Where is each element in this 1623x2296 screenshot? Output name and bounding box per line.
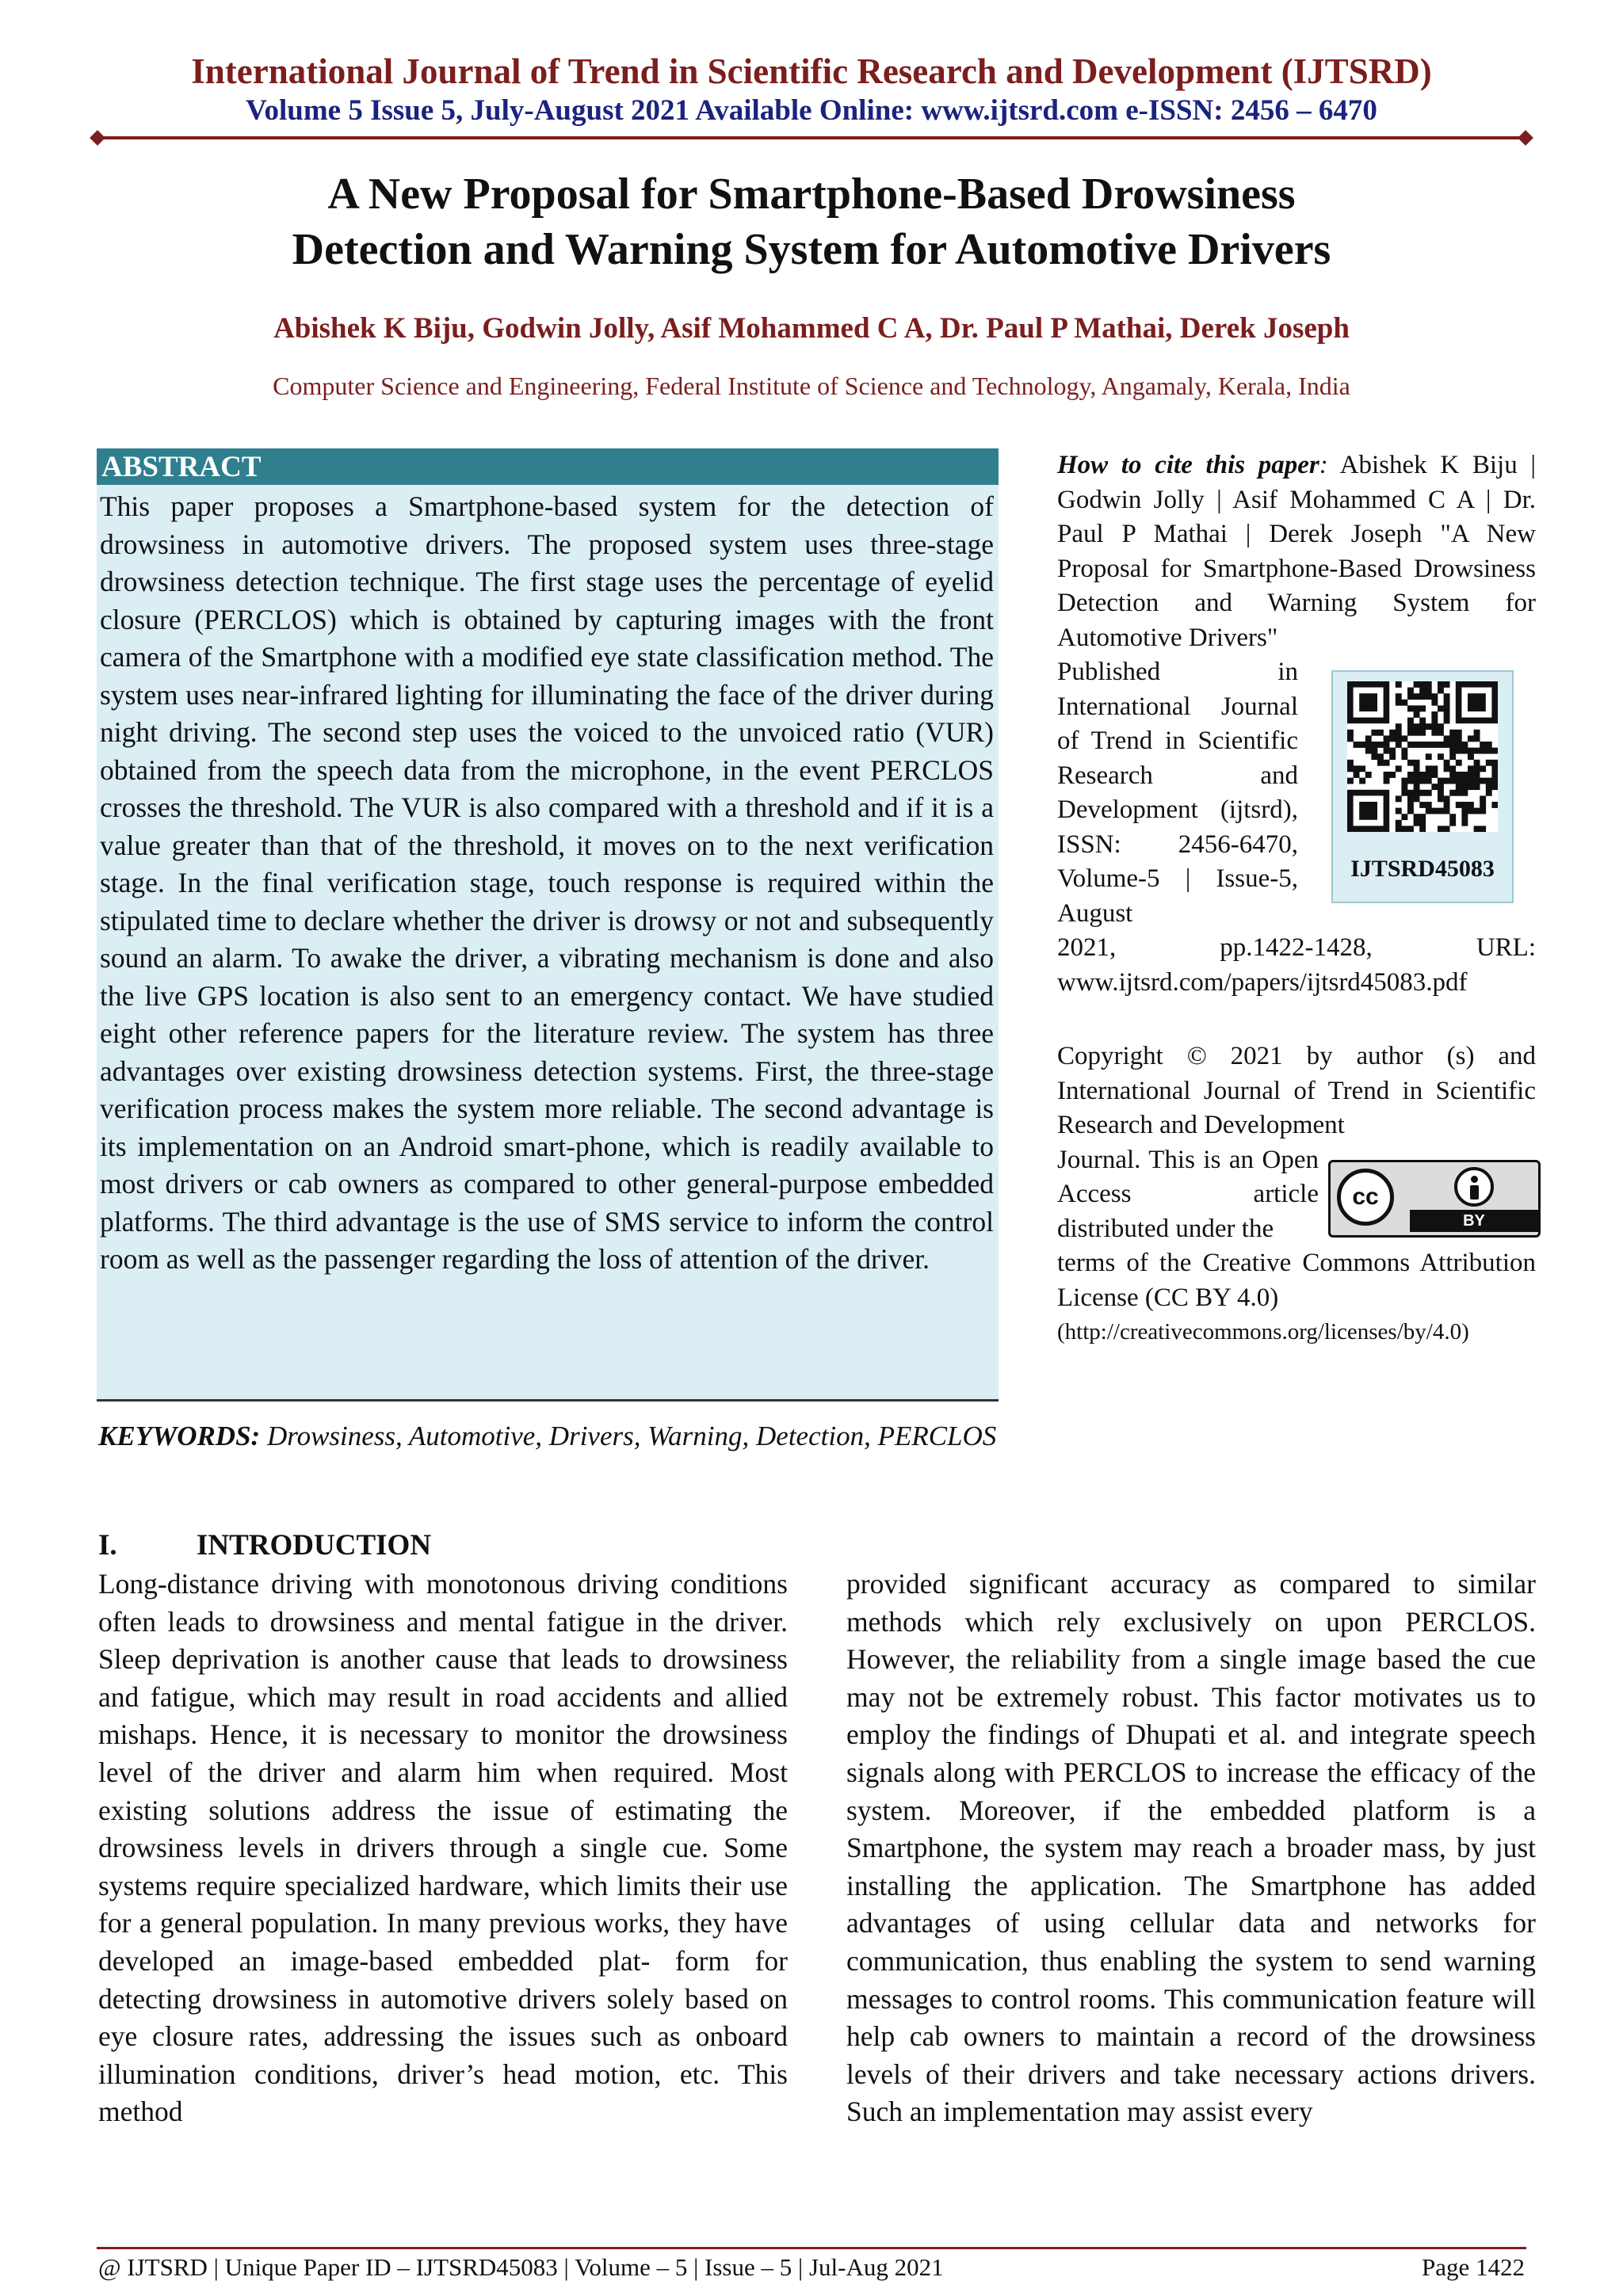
abstract-text: This paper proposes a Smartphone-based system for the detection of drowsiness in automotive drivers. The proposed system uses three-stage drowsiness detection technique. The first stage uses the percentage of eyelid closure (PERCLOS) which is obtained by capturing images with the front camera of the Smartphone with a modified eye state classification method. The system uses near-infrared lighting for illuminating the face of the driver during night driving. The second step uses the voiced to the unvoiced ratio (VUR) obtained from the speech data from the microphone, in the event PERCLOS crosses the threshold. The VUR is also compared with a threshold and if it is a value greater than that of the threshold, it moves on to the next verification stage. In the final verification stage, touch response is required within the stipulated time to declare whether the driver is drowsy or not and subsequently sound an alarm. To awake the driver, a vibrating mechanism is done and also the live GPS location is also sent to an emergency contact. We have studied eight other reference papers for the literature review. The system has three advantages over existing drowsiness detection systems. First, the three-stage verification process makes the system more reliable. The second advantage is its implementation on an Android smart-phone, which is readily available to most drivers or cab owners as compared to other general-purpose embedded platforms. The third advantage is the use of SMS service to inform the control room as well as the passenger regarding the loss of attention of the driver. bbox=[100, 490, 994, 1275]
citation-wide: How to cite this paper: Abishek K Biju | Godwin Jolly | Asif Mohammed C A | Dr. Paul P Mathai | Derek Joseph "A New Proposal for Smartphone-Based Drowsiness Detection and Warning System for Automotive Drivers" bbox=[1057, 451, 1536, 652]
intro-right-column: provided significant accuracy as compared to similar methods which rely exclusively on upon PERCLOS. However, the reliability from a single image based the cue may not be extremely robust. This factor motivates us to employ the findings of Dhupati et al. and integrate speech signals along with PERCLOS to increase the efficacy of the system. Moreover, if the embedded platform is a Smartphone, the system may reach a broader mass, by just installing the application. The Smartphone has added advantages of using cellular data and networks for communication, thus enabling the system to send warning messages to control rooms. This communication feature will help cab owners to maintain a record of the drowsiness levels of their drivers and take necessary actions drivers. Such an implementation may assist every bbox=[846, 1568, 1536, 2128]
section-title: INTRODUCTION bbox=[197, 1529, 432, 1562]
rule-end-right bbox=[1518, 130, 1533, 146]
footer-rule bbox=[97, 2247, 1526, 2249]
abstract-box bbox=[97, 448, 999, 1402]
rule-end-left bbox=[90, 130, 105, 146]
intro-left-column: Long-distance driving with monotonous driving conditions often leads to drowsiness and mental fatigue in the driver. Sleep deprivation is another cause that leads to drowsiness and fatigue, which may result in road accidents and allied mishaps. Hence, it is necessary to monitor the drowsiness level of the driver and alarm him when required. Most existing solutions address the issue of estimating the drowsiness levels in drivers through a single cue. Some systems require specialized hardware, which limits their use for a general population. In many previous works, they have developed an image-based embedded plat- form for detecting drowsiness in automotive drivers solely based on eye closure rates, addressing the issues such as onboard illumination conditions, driver’s head motion, etc. This method bbox=[98, 1568, 788, 2128]
qr-code-icon bbox=[1347, 681, 1498, 832]
paper-title-line-1: A New Proposal for Smartphone-Based Drowsiness bbox=[327, 170, 1296, 219]
cc-icon: cc bbox=[1337, 1169, 1394, 1226]
section-number: I. bbox=[98, 1529, 117, 1562]
keywords-text: Drowsiness, Automotive, Drivers, Warning, Detection, PERCLOS bbox=[266, 1421, 997, 1451]
qr-code-box bbox=[1331, 670, 1514, 903]
person-icon bbox=[1454, 1167, 1494, 1207]
by-label: BY bbox=[1410, 1210, 1538, 1232]
paper-title bbox=[0, 166, 1623, 277]
by-icon bbox=[1410, 1162, 1538, 1235]
journal-issue-line: Volume 5 Issue 5, July-August 2021 Available Online: www.ijtsrd.com e-ISSN: 2456 – 6470 bbox=[246, 94, 1377, 127]
keywords bbox=[98, 1418, 1002, 1455]
copyright-tail: terms of the Creative Commons Attribution License (CC BY 4.0) bbox=[1057, 1249, 1536, 1312]
footer-info: @ IJTSRD | Unique Paper ID – IJTSRD45083 | Volume – 5 | Issue – 5 | Jul-Aug 2021 bbox=[98, 2253, 944, 2281]
license-url: (http://creativecommons.org/licenses/by/4.0) bbox=[1057, 1319, 1469, 1344]
cc-by-badge bbox=[1328, 1160, 1541, 1238]
copyright-narrow: Journal. This is an Open Access article distributed under the bbox=[1057, 1145, 1319, 1243]
header-rule bbox=[97, 136, 1526, 139]
journal-title: International Journal of Trend in Scientific Research and Development (IJTSRD) bbox=[191, 51, 1432, 91]
qr-label: IJTSRD45083 bbox=[1350, 856, 1495, 882]
citation-text: Abishek K Biju | Godwin Jolly | Asif Mohammed C A | Dr. Paul P Mathai | Derek Joseph "A New Proposal for Smartphone-Based Drowsiness Detection and Warning System for Automotive Drivers" bbox=[1057, 451, 1536, 652]
section-heading-introduction bbox=[98, 1527, 431, 1564]
page-number: Page 1422 bbox=[1421, 2253, 1525, 2281]
citation-narrow: Published in International Journal of Trend in Scientific Research and Development (ijtsrd), ISSN: 2456-6470, Volume-5 | Issue-5, August bbox=[1057, 658, 1298, 928]
affiliation: Computer Science and Engineering, Federal Institute of Science and Technology, Angamaly, Kerala, India bbox=[273, 372, 1350, 400]
copyright-wide: Copyright © 2021 by author (s) and International Journal of Trend in Scientific Research and Development bbox=[1057, 1042, 1536, 1139]
citation-label: How to cite this paper bbox=[1057, 451, 1319, 479]
author-list: Abishek K Biju, Godwin Jolly, Asif Mohammed C A, Dr. Paul P Mathai, Derek Joseph bbox=[273, 312, 1350, 345]
citation-tail: 2021, pp.1422-1428, URL: www.ijtsrd.com/papers/ijtsrd45083.pdf bbox=[1057, 933, 1536, 997]
keywords-label: KEYWORDS: bbox=[98, 1421, 261, 1451]
abstract-heading: ABSTRACT bbox=[97, 448, 999, 485]
paper-title-line-2: Detection and Warning System for Automotive Drivers bbox=[292, 225, 1331, 274]
